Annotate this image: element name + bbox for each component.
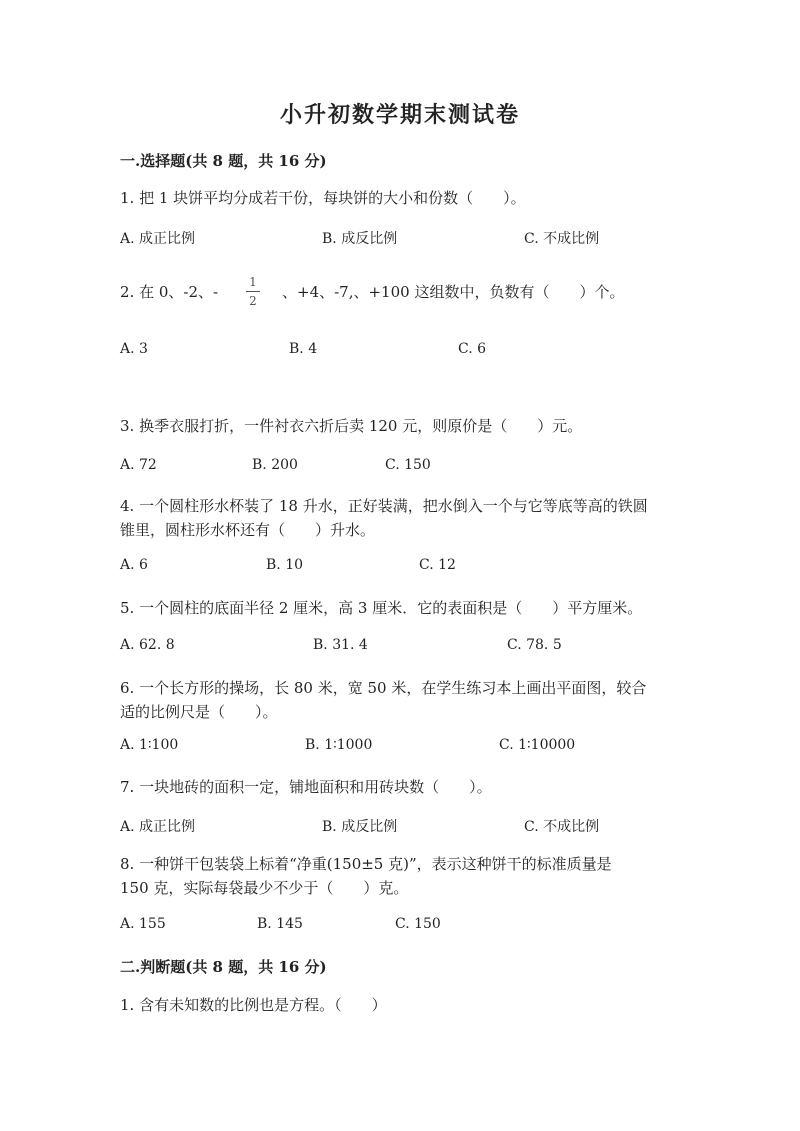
q5-option-a: A. 62. 8: [120, 637, 175, 653]
q6-option-a: A. 1∶100: [120, 737, 179, 753]
question-5: 5. 一个圆柱的底面半径 2 厘米，高 3 厘米．它的表面积是（ ）平方厘米。: [120, 599, 643, 617]
q8-option-c: C. 150: [395, 916, 441, 932]
q5-option-b: B. 31. 4: [313, 637, 368, 653]
fraction-one-half: [246, 275, 260, 308]
q6-option-c: C. 1∶10000: [499, 737, 576, 753]
fraction-numerator: 1: [249, 275, 257, 289]
question-2-prefix: 2. 在 0、-2、-: [120, 283, 219, 301]
fraction-denominator: 2: [249, 294, 257, 308]
question-4-line-1: 4. 一个圆柱形水杯装了 18 升水，正好装满，把水倒入一个与它等底等高的铁圆: [120, 497, 648, 515]
section-heading-true-false: 二.判断题(共 8 题，共 16 分): [120, 958, 327, 976]
q2-option-b: B. 4: [289, 341, 318, 357]
q7-option-c: C. 不成比例: [524, 819, 600, 835]
q8-option-b: B. 145: [257, 916, 303, 932]
question-8-line-1: 8. 一种饼干包装袋上标着“净重(150±5 克)”，表示这种饼干的标准质量是: [120, 855, 612, 873]
question-2-suffix: 、+4、-7,、+100 这组数中，负数有（ ）个。: [282, 283, 625, 301]
q8-option-a: A. 155: [120, 916, 166, 932]
q3-option-c: C. 150: [385, 457, 431, 473]
q7-option-a: A. 成正比例: [120, 819, 196, 835]
q4-option-c: C. 12: [419, 557, 456, 573]
question-6-line-2: 适的比例尺是（ ）。: [120, 703, 278, 721]
question-6-line-1: 6. 一个长方形的操场，长 80 米，宽 50 米，在学生练习本上画出平面图，较合: [120, 679, 647, 697]
question-7: 7. 一块地砖的面积一定，铺地面积和用砖块数（ ）。: [120, 778, 492, 796]
question-8-line-2: 150 克，实际每袋最少不少于（ ）克。: [120, 879, 409, 897]
q7-option-b: B. 成反比例: [322, 819, 398, 835]
q4-option-a: A. 6: [120, 557, 148, 573]
question-3: 3. 换季衣服打折，一件衬衣六折后卖 120 元，则原价是（ ）元。: [120, 417, 583, 435]
q5-option-c: C. 78. 5: [507, 637, 562, 653]
q3-option-b: B. 200: [252, 457, 298, 473]
fraction-bar: [246, 291, 260, 292]
section-heading-choice: 一.选择题(共 8 题，共 16 分): [120, 152, 327, 170]
page-title: 小升初数学期末测试卷: [279, 102, 520, 128]
q6-option-b: B. 1∶1000: [305, 737, 373, 753]
q1-option-b: B. 成反比例: [322, 231, 398, 247]
q4-option-b: B. 10: [266, 557, 304, 573]
q2-option-a: A. 3: [120, 341, 148, 357]
q3-option-a: A. 72: [120, 457, 157, 473]
question-4-line-2: 锥里，圆柱形水杯还有（ ）升水。: [120, 521, 376, 539]
question-1: 1. 把 1 块饼平均分成若干份，每块饼的大小和份数（ ）。: [120, 189, 526, 207]
q1-option-c: C. 不成比例: [524, 231, 600, 247]
q1-option-a: A. 成正比例: [120, 231, 196, 247]
q2-option-c: C. 6: [458, 341, 487, 357]
judgment-question-1: 1. 含有未知数的比例也是方程。（ ）: [120, 996, 387, 1014]
